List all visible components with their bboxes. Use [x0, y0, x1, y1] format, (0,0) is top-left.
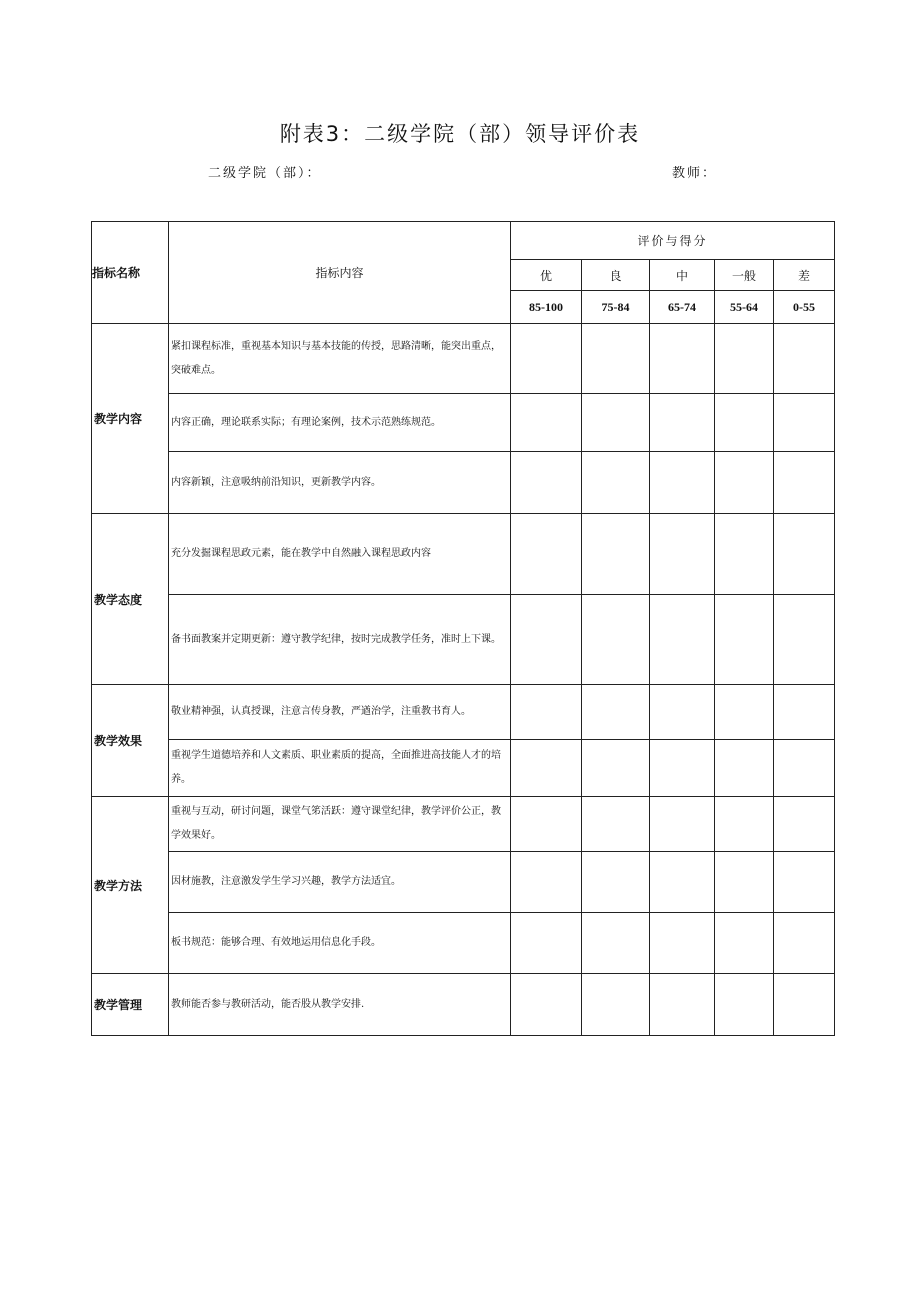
- evaluation-table: [91, 221, 835, 1036]
- score-cell-good[interactable]: [582, 797, 650, 852]
- score-cell-average[interactable]: [650, 324, 715, 394]
- score-cell-fair[interactable]: [715, 913, 774, 974]
- indicator-content-cell: 教师能否参与教研活动，能否股从教学安排.: [169, 974, 511, 1036]
- category-teaching-management: 教学管理: [92, 974, 169, 1036]
- grade-excellent: 优: [511, 260, 582, 291]
- score-cell-fair[interactable]: [715, 595, 774, 685]
- score-cell-excellent[interactable]: [511, 974, 582, 1036]
- score-cell-fair[interactable]: [715, 394, 774, 452]
- score-cell-average[interactable]: [650, 394, 715, 452]
- category-teaching-content: 教学内容: [92, 324, 169, 514]
- range-good: 75-84: [582, 291, 650, 324]
- score-cell-fair[interactable]: [715, 685, 774, 740]
- score-cell-good[interactable]: [582, 324, 650, 394]
- header-indicator-name: 指标名称: [92, 222, 169, 324]
- indicator-content-cell: 紧扣课程标准，重视基本知识与基本技能的传授，思路清晰，能突出重点，突破难点。: [169, 324, 511, 394]
- range-average: 65-74: [650, 291, 715, 324]
- score-cell-fair[interactable]: [715, 452, 774, 514]
- score-cell-poor[interactable]: [774, 595, 835, 685]
- header-indicator-content: 指标内容: [169, 222, 511, 324]
- score-cell-excellent[interactable]: [511, 685, 582, 740]
- score-cell-good[interactable]: [582, 394, 650, 452]
- grade-good: 良: [582, 260, 650, 291]
- range-excellent: 85-100: [511, 291, 582, 324]
- score-cell-fair[interactable]: [715, 514, 774, 595]
- score-cell-poor[interactable]: [774, 394, 835, 452]
- teacher-label: 教师：: [672, 166, 718, 181]
- indicator-content-cell: 敬业精神强，认真授课，注意言传身教，严遒治学，注重教书育人。: [169, 685, 511, 740]
- score-cell-excellent[interactable]: [511, 452, 582, 514]
- score-cell-poor[interactable]: [774, 685, 835, 740]
- range-poor: 0-55: [774, 291, 835, 324]
- score-cell-poor[interactable]: [774, 452, 835, 514]
- score-cell-excellent[interactable]: [511, 740, 582, 797]
- score-cell-poor[interactable]: [774, 740, 835, 797]
- category-teaching-effect: 教学效果: [92, 685, 169, 797]
- indicator-content-cell: 备书面教案并定期更新：遵守教学纪律，按时完成教学任务，准时上下课。: [169, 595, 511, 685]
- indicator-content-cell: 重视学生道德培养和人文素质、职业素质的提高，全面推进高技能人才的培养。: [169, 740, 511, 797]
- score-cell-good[interactable]: [582, 595, 650, 685]
- score-cell-average[interactable]: [650, 685, 715, 740]
- header-score-group: 评价与得分: [511, 222, 835, 260]
- score-cell-average[interactable]: [650, 913, 715, 974]
- score-cell-excellent[interactable]: [511, 394, 582, 452]
- indicator-content-cell: 板书规范：能够合理、有效地运用信息化手段。: [169, 913, 511, 974]
- score-cell-excellent[interactable]: [511, 797, 582, 852]
- score-cell-good[interactable]: [582, 452, 650, 514]
- indicator-content-cell: 充分发掘课程思政元素，能在教学中自然融入课程思政内容: [169, 514, 511, 595]
- score-cell-poor[interactable]: [774, 797, 835, 852]
- score-cell-average[interactable]: [650, 974, 715, 1036]
- score-cell-fair[interactable]: [715, 797, 774, 852]
- score-cell-fair[interactable]: [715, 740, 774, 797]
- score-cell-poor[interactable]: [774, 852, 835, 913]
- score-cell-average[interactable]: [650, 452, 715, 514]
- score-cell-average[interactable]: [650, 514, 715, 595]
- score-cell-poor[interactable]: [774, 974, 835, 1036]
- indicator-content-cell: 重视与互动，研讨问题，课堂气笫活跃：遵守课堂纪律，教学评价公正，教学效果好。: [169, 797, 511, 852]
- score-cell-excellent[interactable]: [511, 514, 582, 595]
- page-title: 附表3：二级学院（部）领导评价表: [279, 122, 641, 146]
- score-cell-excellent[interactable]: [511, 595, 582, 685]
- score-cell-average[interactable]: [650, 595, 715, 685]
- score-cell-excellent[interactable]: [511, 913, 582, 974]
- grade-average: 中: [650, 260, 715, 291]
- score-cell-good[interactable]: [582, 974, 650, 1036]
- score-cell-poor[interactable]: [774, 913, 835, 974]
- score-cell-average[interactable]: [650, 797, 715, 852]
- score-cell-fair[interactable]: [715, 974, 774, 1036]
- score-cell-good[interactable]: [582, 913, 650, 974]
- score-cell-good[interactable]: [582, 852, 650, 913]
- category-teaching-attitude: 教学态度: [92, 514, 169, 685]
- range-fair: 55-64: [715, 291, 774, 324]
- score-cell-good[interactable]: [582, 514, 650, 595]
- score-cell-poor[interactable]: [774, 324, 835, 394]
- score-cell-good[interactable]: [582, 740, 650, 797]
- score-cell-average[interactable]: [650, 852, 715, 913]
- score-cell-fair[interactable]: [715, 324, 774, 394]
- indicator-content-cell: 因材施教，注意激发学生学习兴趣，教学方法适宜。: [169, 852, 511, 913]
- score-cell-average[interactable]: [650, 740, 715, 797]
- grade-poor: 差: [774, 260, 835, 291]
- indicator-content-cell: 内容正确，理论联系实际；有理论案例，技术示范熟练规范。: [169, 394, 511, 452]
- grade-fair: 一般: [715, 260, 774, 291]
- college-label: 二级学院（部）：: [208, 166, 322, 181]
- score-cell-poor[interactable]: [774, 514, 835, 595]
- score-cell-excellent[interactable]: [511, 852, 582, 913]
- score-cell-fair[interactable]: [715, 852, 774, 913]
- indicator-content-cell: 内容新颖，注意吸纳前沿知识，更新教学内容。: [169, 452, 511, 514]
- category-teaching-method: 教学方法: [92, 797, 169, 974]
- score-cell-good[interactable]: [582, 685, 650, 740]
- score-cell-excellent[interactable]: [511, 324, 582, 394]
